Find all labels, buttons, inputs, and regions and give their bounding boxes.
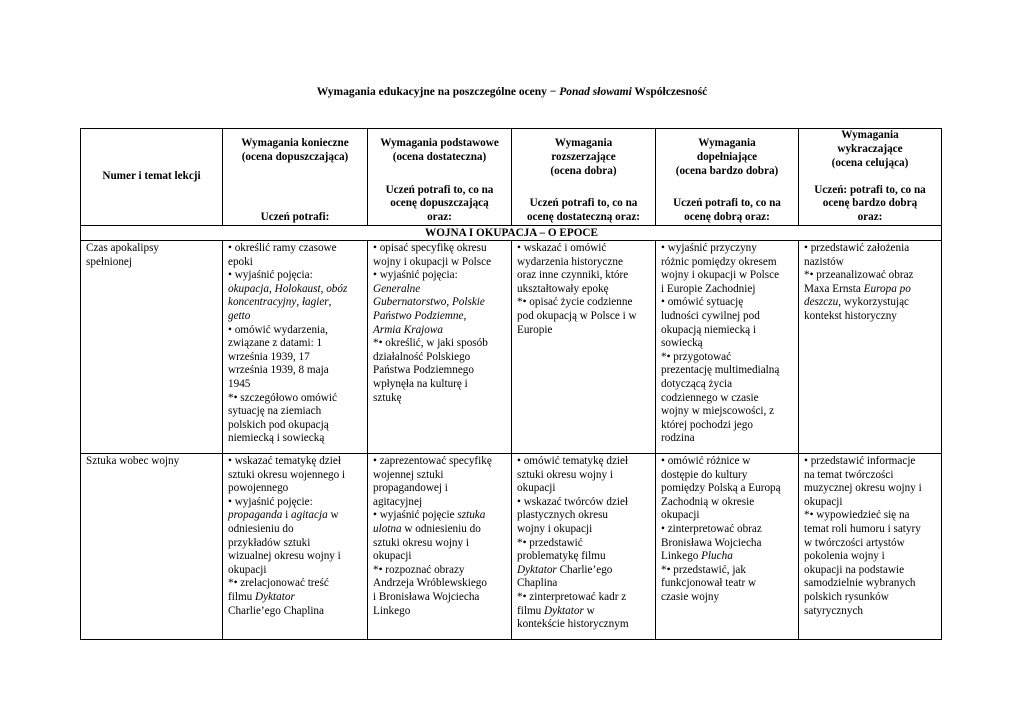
requirements-table [80, 128, 942, 640]
cell-line: • wyjaśnić przyczyny [661, 242, 757, 254]
cell-line: niemiecką i sowiecką [228, 432, 325, 445]
header-c5-title [832, 129, 909, 170]
cell-line: satyrycznych [804, 604, 864, 617]
cell-line: okupacji [228, 563, 267, 576]
cell-line: pokolenia wojny i [804, 550, 885, 563]
cell-line: Gubernatorstwo, Polskie [373, 296, 485, 309]
header-line: oraz: [857, 211, 883, 224]
header-line: Uczeń: potrafi to, co na [814, 183, 926, 196]
cell-line: pomiędzy Polską a Europą [661, 482, 781, 495]
requirement-cell-c4 [656, 454, 799, 640]
header-c3 [512, 129, 656, 226]
cell-line: *• szczegółowo omówić [228, 391, 337, 404]
cell-line: Czas apokalipsy [86, 242, 160, 254]
header-line: (ocena dopuszczająca) [241, 150, 349, 163]
cell-line: oraz inne czynniki, które [517, 269, 629, 282]
cell-line: *• przedstawić [517, 536, 583, 549]
header-line: Uczeń potrafi to, co na [385, 183, 494, 196]
title-prefix: Wymagania edukacyjne na poszczególne oceny − [316, 86, 560, 98]
cell-line: rodzina [661, 432, 695, 445]
requirement-cell-c3 [512, 454, 656, 640]
cell-line: • wskazać twórców dzieł [517, 495, 629, 508]
cell-line: filmu Dyktator w [517, 604, 595, 617]
cell-line: *• przedstawić, jak [661, 563, 746, 576]
cell-line: temat roli humoru i satyry [804, 522, 921, 535]
requirement-cell-c4 [656, 241, 799, 454]
cell-line: wizualnej okresu wojny i [228, 550, 341, 563]
section-title: WOJNA I OKUPACJA – O EPOCE [81, 226, 942, 241]
cell-line: • wyjaśnić pojęcia: [228, 269, 313, 282]
cell-line: polskich rysunków [804, 590, 889, 603]
header-line: (ocena bardzo dobra) [675, 164, 779, 177]
cell-line: związane z datami: 1 [228, 337, 323, 350]
header-line: Wymagania [554, 137, 613, 149]
cell-line: września 1939, 8 maja [228, 364, 329, 377]
cell-line: dostępie do kultury [661, 468, 748, 481]
cell-line: na temat twórczości [804, 468, 894, 481]
header-c4-subtitle [673, 197, 781, 225]
header-c2-title [380, 129, 499, 165]
header-line: wykraczające [837, 142, 903, 155]
cell-line: kontekście historycznym [517, 618, 629, 631]
header-line: Wymagania podstawowe [380, 137, 499, 149]
cell-line: wojny i okupacji [517, 522, 593, 535]
cell-line: samodzielnie wybranych [804, 577, 916, 590]
cell-line: • określić ramy czasowe [228, 242, 337, 254]
cell-line: ukształtowały epokę [517, 282, 609, 295]
cell-line: • wyjaśnić pojęcia: [373, 269, 458, 282]
cell-line: propagandowej i [373, 482, 448, 495]
requirement-cell-c1 [223, 454, 368, 640]
cell-line: różnic pomiędzy okresem [661, 255, 777, 268]
header-line: Wymagania konieczne [241, 137, 349, 149]
header-c1-title [241, 129, 348, 165]
lesson-topic [81, 241, 223, 454]
cell-line: Maxa Ernsta Europa po [804, 282, 911, 295]
header-c3-title [550, 129, 616, 178]
cell-line: sztuki okresu wojennego i [228, 468, 346, 481]
requirement-cell-c2 [368, 241, 512, 454]
cell-line: Linkego [373, 604, 411, 617]
cell-line: propaganda i agitacja w [228, 509, 339, 522]
cell-line: deszczu, wykorzystując [804, 296, 910, 309]
header-c2 [368, 129, 512, 226]
cell-line: sytuację na ziemiach [228, 405, 322, 418]
cell-line: okupacji [804, 495, 843, 508]
header-c1 [223, 129, 368, 226]
cell-line: plastycznych okresu [517, 509, 609, 522]
header-line: (ocena celująca) [831, 156, 909, 169]
cell-line: spełnionej [86, 255, 132, 268]
cell-line: *• określić, w jaki sposób [373, 337, 488, 350]
cell-line: • zaprezentować specyfikę [373, 455, 492, 467]
cell-line: prezentację multimedialną [661, 364, 780, 377]
cell-line: której pochodzi jego [661, 418, 753, 431]
cell-line: funkcjonował teatr w [661, 577, 757, 590]
header-line: ocenę dobrą oraz: [684, 211, 770, 224]
cell-line: wydarzenia historyczne [517, 255, 623, 268]
header-line: ocenę bardzo dobrą [822, 197, 918, 210]
cell-line: • omówić wydarzenia, [228, 323, 328, 336]
requirement-cell-c5 [799, 454, 942, 640]
lesson-row [81, 241, 942, 454]
cell-line: września 1939, 17 [228, 350, 310, 363]
cell-line: okupacją niemiecką i [661, 323, 757, 336]
cell-line: polskich pod okupacją [228, 418, 329, 431]
header-c5-subtitle [814, 184, 926, 225]
header-c4 [656, 129, 799, 226]
requirement-cell-c2 [368, 454, 512, 640]
cell-line: Państwo Podziemne, [373, 309, 467, 322]
cell-line: • przedstawić założenia [804, 242, 910, 254]
title-suffix: Współczesność [631, 86, 708, 98]
cell-line: agitacyjnej [373, 495, 423, 508]
title-italic: Ponad słowami [559, 86, 632, 98]
cell-line: wojny i okupacji w Polsce [661, 269, 780, 282]
cell-line: problematykę filmu [517, 550, 606, 563]
cell-line: sztuki okresu wojny i [373, 536, 470, 549]
cell-line: ulotna w odniesieniu do [373, 522, 481, 535]
cell-line: • omówić tematykę dzieł [517, 455, 629, 467]
cell-line: Sztuka wobec wojny [86, 455, 180, 467]
header-c5 [799, 129, 942, 226]
cell-line: filmu Dyktator [228, 590, 295, 603]
cell-line: • wyjaśnić pojęcie sztuka [373, 509, 486, 522]
cell-line: Europie [517, 323, 553, 336]
cell-line: wojennej sztuki [373, 468, 444, 481]
cell-line: okupacji [661, 509, 700, 522]
requirement-cell-c1 [223, 241, 368, 454]
cell-line: odniesieniu do [228, 522, 294, 535]
cell-line: Dyktator Charlie’ego [517, 563, 613, 576]
requirement-cell-c5 [799, 241, 942, 454]
cell-line: • opisać specyfikę okresu [373, 242, 487, 254]
cell-line: kontekst historyczny [804, 309, 897, 322]
header-line: ocenę dopuszczającą [390, 197, 489, 210]
header-c2-subtitle [386, 184, 494, 225]
cell-line: sowiecką [661, 337, 703, 350]
cell-line: ludności cywilnej pod [661, 309, 760, 322]
cell-line: Państwa Podziemnego [373, 364, 474, 377]
cell-line: 1945 [228, 377, 251, 390]
cell-line: *• wypowiedzieć się na [804, 509, 910, 522]
cell-line: sztukę [373, 391, 402, 404]
cell-line: nazistów [804, 255, 844, 268]
cell-line: getto [228, 309, 251, 322]
cell-line: w twórczości artystów [804, 536, 905, 549]
cell-line: okupacji [517, 482, 556, 495]
header-c3-subtitle [527, 197, 640, 225]
cell-line: Chaplina [517, 577, 558, 590]
cell-line: powojennego [228, 482, 289, 495]
cell-line: sztuki okresu wojny i [517, 468, 614, 481]
cell-line: okupacja, Holokaust, obóz [228, 282, 348, 295]
header-line: (ocena dostateczna) [392, 150, 487, 163]
cell-line: Bronisława Wojciecha [661, 536, 762, 549]
cell-line: i Bronisława Wojciecha [373, 590, 480, 603]
header-line: oraz: [427, 211, 452, 224]
header-line: dopełniające [696, 150, 758, 163]
cell-line: dotyczącą życia [661, 377, 733, 390]
cell-line: • zinterpretować obraz [661, 522, 762, 535]
cell-line: Andrzeja Wróblewskiego [373, 577, 487, 590]
header-line: rozszerzające [551, 150, 616, 163]
cell-line: • omówić różnice w [661, 455, 751, 467]
cell-line: okupacji [373, 550, 412, 563]
cell-line: • wyjaśnić pojęcie: [228, 495, 313, 508]
cell-line: wpłynęła na kulturę i [373, 377, 468, 390]
lesson-topic [81, 454, 223, 640]
cell-line: Charlie’ego Chaplina [228, 604, 324, 617]
cell-line: Armia Krajowa [373, 323, 443, 336]
header-line: Uczeń potrafi: [260, 211, 330, 224]
header-topic-label: Numer i temat lekcji [102, 170, 201, 183]
cell-line: czasie wojny [661, 590, 720, 603]
cell-line: *• rozpoznać obrazy [373, 563, 465, 576]
header-c1-subtitle [261, 211, 330, 225]
lesson-row [81, 454, 942, 640]
cell-line: muzycznej okresu wojny i [804, 482, 922, 495]
cell-line: działalność Polskiego [373, 350, 471, 363]
cell-line: *• opisać życie codzienne [517, 296, 633, 309]
header-line: Uczeń potrafi to, co na [673, 197, 781, 210]
cell-line: wojny i okupacji w Polsce [373, 255, 492, 268]
cell-line: pod okupacją w Polsce i w [517, 309, 637, 322]
cell-line: • wskazać i omówić [517, 242, 607, 254]
cell-line: okupacji na podstawie [804, 563, 905, 576]
cell-line: • wskazać tematykę dzieł [228, 455, 341, 467]
cell-line: • omówić sytuację [661, 296, 744, 309]
cell-line: Zachodnią w okresie [661, 495, 755, 508]
cell-line: koncentracyjny, łagier, [228, 296, 332, 309]
cell-line: *• przygotować [661, 350, 732, 363]
cell-line: Linkego Plucha [661, 550, 733, 563]
section-row [81, 226, 942, 241]
header-c4-title [676, 129, 779, 178]
cell-line: *• zinterpretować kadr z [517, 590, 627, 603]
header-row [81, 129, 942, 226]
page-title [0, 86, 1024, 98]
cell-line: • przedstawić informacje [804, 455, 916, 467]
header-line: Wymagania [841, 129, 899, 141]
header-line: Wymagania [698, 137, 756, 149]
cell-line: epoki [228, 255, 253, 268]
header-line: ocenę dostateczną oraz: [526, 211, 641, 224]
cell-line: i Europie Zachodniej [661, 282, 756, 295]
requirement-cell-c3 [512, 241, 656, 454]
header-line: Uczeń potrafi to, co na [529, 197, 638, 210]
cell-line: przykładów sztuki [228, 536, 311, 549]
cell-line: *• zrelacjonować treść [228, 577, 329, 590]
cell-line: Generalne [373, 282, 421, 295]
cell-line: codziennego w czasie [661, 391, 759, 404]
cell-line: *• przeanalizować obraz [804, 269, 914, 282]
cell-line: wojny w miejscowości, z [661, 405, 775, 418]
header-line: (ocena dobra) [550, 164, 617, 177]
header-topic [81, 129, 223, 226]
